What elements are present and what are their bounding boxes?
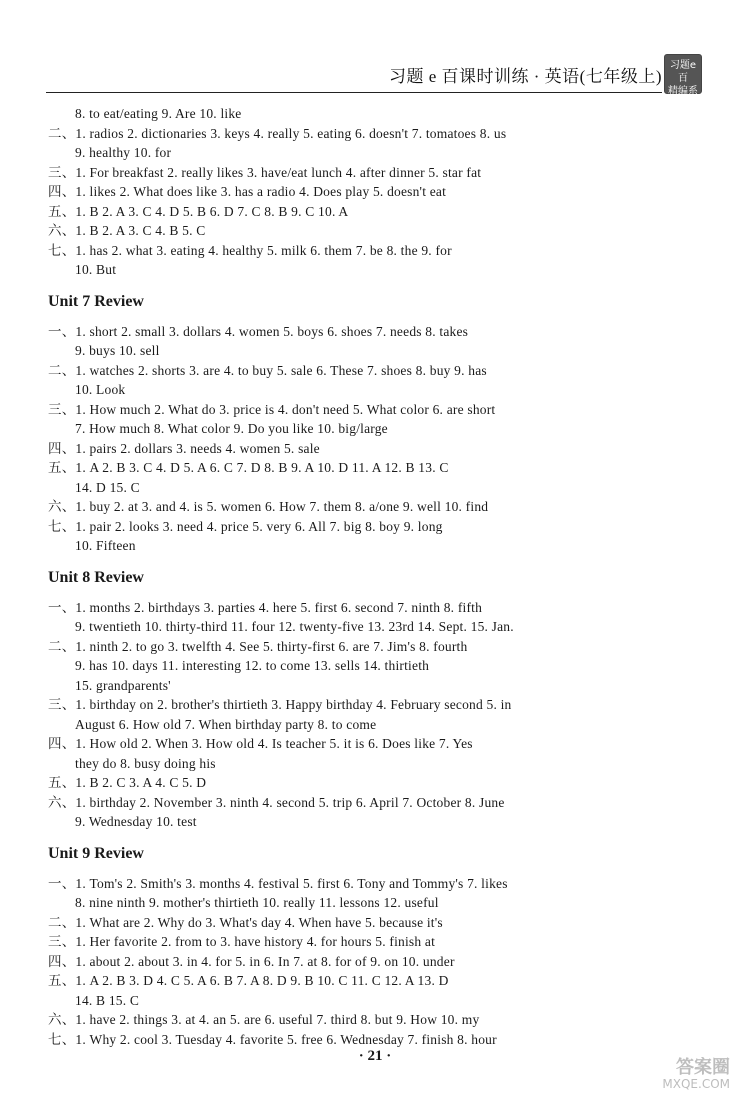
answer-line: 8. to eat/eating 9. Are 10. like [75,106,242,121]
answer-line: 9. twentieth 10. thirty-third 11. four 12. twenty-five 13. 23rd 14. Sept. 15. Jan. [75,619,514,634]
answer-line: 四、1. likes 2. What does like 3. has a radio 4. Does play 5. doesn't eat [48,184,447,199]
answer-line: 15. grandparents' [75,677,171,693]
answer-line: 四、1. How old 2. When 3. How old 4. Is teacher 5. it is 6. Does like 7. Yes [48,736,473,751]
unit-9-heading: Unit 9 Review [48,844,144,862]
page-number: · 21 · [358,1048,392,1064]
watermark-line-2: MXQE.COM [662,1077,730,1091]
answer-line: 六、1. buy 2. at 3. and 4. is 5. women 6. How 7. them 8. a/one 9. well 10. find [48,499,489,514]
answer-line: 三、1. birthday on 2. brother's thirtieth 3. Happy birthday 4. February second 5. in [48,697,512,712]
answer-line: 七、1. has 2. what 3. eating 4. healthy 5. milk 6. them 7. be 8. the 9. for [48,242,452,258]
answer-line: 二、1. watches 2. shorts 3. are 4. to buy 5. sale 6. These 7. shoes 8. buy 9. has [48,362,487,378]
answer-line: 一、1. months 2. birthdays 3. parties 4. here 5. first 6. second 7. ninth 8. fifth [48,599,483,615]
answer-line: 9. buys 10. sell [75,343,160,358]
answer-line: 一、1. short 2. small 3. dollars 4. women 5. boys 6. shoes 7. needs 8. takes [48,323,469,339]
answer-line: 8. nine ninth 9. mother's thirtieth 10. really 11. lessons 12. useful [75,895,439,910]
answer-line: 10. But [75,262,117,277]
answer-line: 五、1. B 2. C 3. A 4. C 5. D [48,775,207,790]
answer-line: 二、1. What are 2. Why do 3. What's day 4. When have 5. because it's [48,914,443,930]
logo-line-2: 精编系列 [668,86,698,110]
answer-line: 9. has 10. days 11. interesting 12. to come 13. sells 14. thirtieth [75,658,430,673]
answer-line: 六、1. have 2. things 3. at 4. an 5. are 6. useful 7. third 8. but 9. How 10. my [48,1012,480,1027]
unit-7-heading: Unit 7 Review [48,292,144,310]
answer-line: 五、1. B 2. A 3. C 4. D 5. B 6. D 7. C 8. B 9. C 10. A [48,203,349,219]
watermark-line-1: 答案圈 [676,1057,730,1078]
answer-line: 7. How much 8. What color 9. Do you like 10. big/large [75,421,388,436]
answer-line: 三、1. Her favorite 2. from to 3. have history 4. for hours 5. finish at [48,934,436,949]
answer-line: 三、1. How much 2. What do 3. price is 4. don't need 5. What color 6. are short [48,401,496,417]
answer-line: 四、1. pairs 2. dollars 3. needs 4. women 5. sale [48,440,320,456]
series-logo [664,54,702,110]
answer-line: 10. Fifteen [75,538,136,553]
answer-line: 四、1. about 2. about 3. in 4. for 5. in 6. In 7. at 8. for of 9. on 10. under [48,953,455,969]
answer-line: 二、1. ninth 2. to go 3. twelfth 4. See 5. thirty-first 6. are 7. Jim's 8. fourth [48,638,468,654]
answer-line: 六、1. birthday 2. November 3. ninth 4. second 5. trip 6. April 7. October 8. June [48,794,505,810]
logo-line-1: 习题e百 [669,60,697,84]
answer-line: 10. Look [75,382,126,397]
site-watermark [600,1057,730,1100]
answer-line: 五、1. A 2. B 3. C 4. D 5. A 6. C 7. D 8. B 9. A 10. D 11. A 12. B 13. C [48,460,449,475]
answer-line: 一、1. Tom's 2. Smith's 3. months 4. festival 5. first 6. Tony and Tommy's 7. likes [48,875,508,891]
answer-line: 14. D 15. C [75,479,140,495]
answer-line: 9. healthy 10. for [75,145,172,160]
answer-line: August 6. How old 7. When birthday party 8. to come [75,716,377,732]
answer-line: 七、1. pair 2. looks 3. need 4. price 5. very 6. All 7. big 8. boy 9. long [48,518,443,534]
answer-key-content [48,104,668,1049]
page-header [0,48,750,110]
answer-line: 14. B 15. C [75,992,140,1008]
unit-8-heading: Unit 8 Review [48,568,144,586]
answer-line: 9. Wednesday 10. test [75,814,197,829]
answer-line: 六、1. B 2. A 3. C 4. B 5. C [48,223,206,238]
answer-line: 三、1. For breakfast 2. really likes 3. have/eat lunch 4. after dinner 5. star fat [48,164,482,180]
answer-line: 七、1. Why 2. cool 3. Tuesday 4. favorite 5. free 6. Wednesday 7. finish 8. hour [48,1031,497,1047]
header-divider [46,92,662,93]
answer-line: 五、1. A 2. B 3. D 4. C 5. A 6. B 7. A 8. D 9. B 10. C 11. C 12. A 13. D [48,973,449,988]
book-title: 习题 e 百课时训练 · 英语(七年级上) [388,67,662,86]
answer-line: 二、1. radios 2. dictionaries 3. keys 4. really 5. eating 6. doesn't 7. tomatoes 8. us [48,125,507,141]
answer-line: they do 8. busy doing his [75,755,216,771]
